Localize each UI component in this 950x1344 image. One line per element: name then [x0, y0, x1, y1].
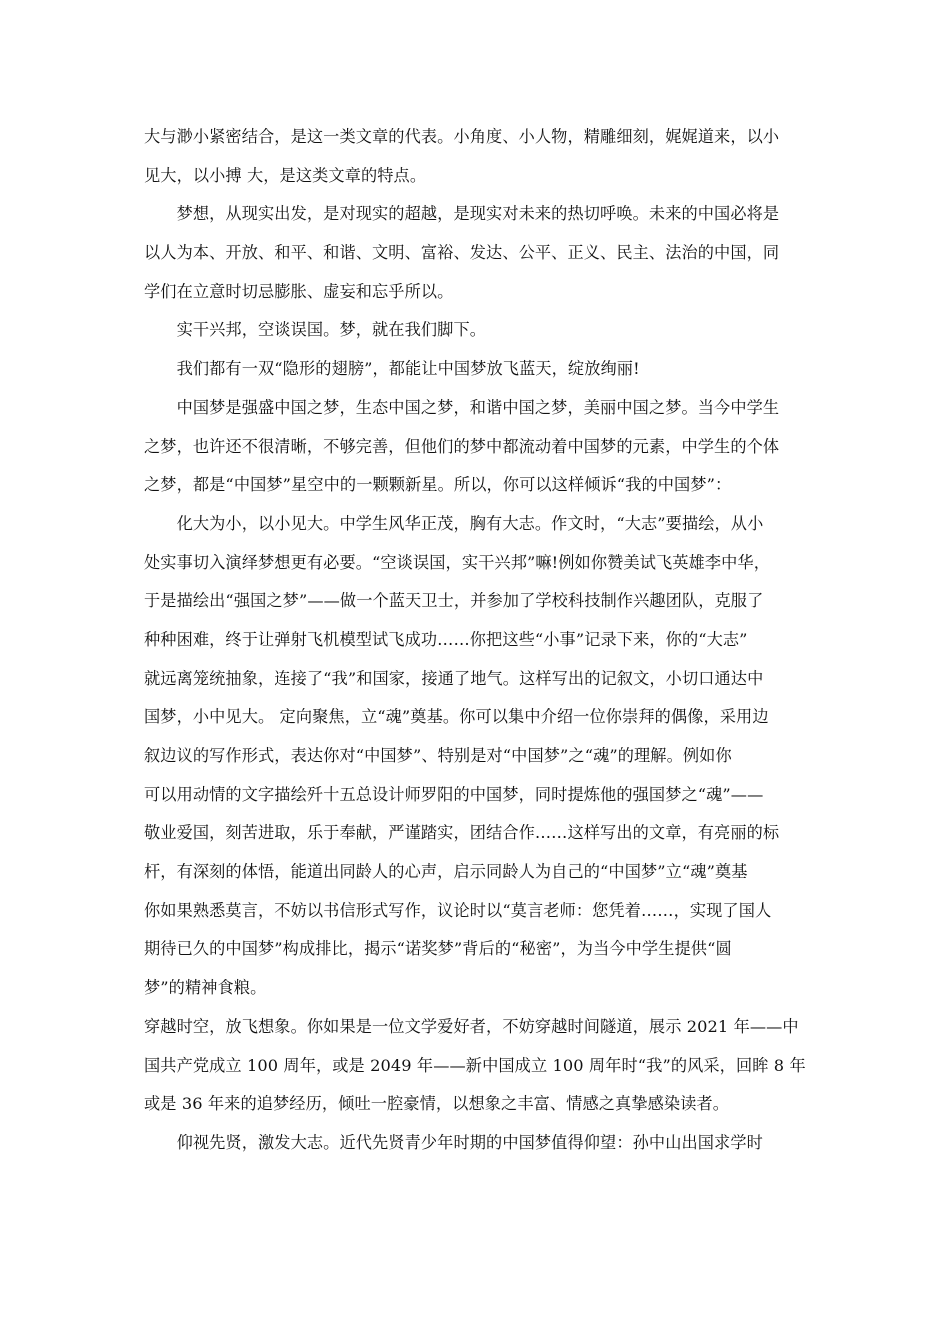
text-line: 之梦，都是“中国梦”星空中的一颗颗新星。所以，你可以这样倾诉“我的中国梦”： — [144, 475, 732, 495]
text-line: 之梦，也许还不很清晰，不够完善，但他们的梦中都流动着中国梦的元素，中学生的个体 — [144, 436, 780, 456]
text-line: 我们都有一双“隐形的翅膀”，都能让中国梦放飞蓝天，绽放绚丽! — [144, 359, 640, 379]
text-line: 处实事切入演绎梦想更有必要。“空谈误国，实干兴邦”嘛!例如你赞美试飞英雄李中华， — [144, 552, 770, 572]
text-line: 种种困难，终于让弹射飞机模型试飞成功……你把这些“小事”记录下来，你的“大志” — [144, 629, 748, 649]
text-line: 敬业爱国，刻苦进取，乐于奉献，严谨踏实，团结合作……这样写出的文章，有亮丽的标 — [144, 823, 780, 843]
text-line: 梦”的精神食粮。 — [144, 978, 267, 998]
text-line: 叙边议的写作形式，表达你对“中国梦”、特别是对“中国梦”之“魂”的理解。例如你 — [144, 746, 732, 765]
text-line: 仰视先贤，激发大志。近代先贤青少年时期的中国梦值得仰望：孙中山出国求学时 — [144, 1132, 763, 1152]
text-line: 中国梦是强盛中国之梦，生态中国之梦，和谐中国之梦，美丽中国之梦。当今中学生 — [144, 397, 780, 417]
paragraph — [144, 118, 808, 195]
text-line: 国共产党成立 100 周年，或是 2049 年——新中国成立 100 周年时“我”的风采，回眸 8 年 — [144, 1055, 806, 1075]
document-body — [144, 118, 808, 1163]
paragraph — [144, 350, 808, 389]
text-line: 以人为本、开放、和平、和谐、文明、富裕、发达、公平、正义、民主、法治的中国，同 — [144, 243, 780, 263]
text-line: 大与渺小紧密结合，是这一类文章的代表。小角度、小人物，精雕细刻，娓娓道来，以小 — [144, 127, 780, 146]
paragraph — [144, 389, 808, 505]
text-line: 化大为小，以小见大。中学生风华正茂，胸有大志。作文时，“大志”要描绘，从小 — [144, 513, 764, 533]
text-line: 穿越时空，放飞想象。你如果是一位文学爱好者，不妨穿越时间隧道，展示 2021 年——中 — [144, 1016, 799, 1036]
paragraph — [144, 311, 808, 350]
text-line: 见大，以小搏 大，是这类文章的特点。 — [144, 165, 427, 185]
paragraph — [144, 505, 808, 1008]
text-line: 可以用动情的文字描绘歼十五总设计师罗阳的中国梦，同时提炼他的强国梦之“魂”—— — [144, 784, 764, 804]
text-line: 实干兴邦，空谈误国。梦，就在我们脚下。 — [144, 320, 487, 340]
paragraph — [144, 1008, 808, 1124]
text-line: 国梦，小中见大。 定向聚焦，立“魂”奠基。你可以集中介绍一位你崇拜的偶像，采用边 — [144, 707, 769, 727]
text-line: 你如果熟悉莫言，不妨以书信形式写作，议论时以“莫言老师：您凭着……，实现了国人 — [144, 900, 772, 920]
text-line: 就远离笼统抽象，连接了“我”和国家，接通了地气。这样写出的记叙文，小切口通达中 — [144, 668, 764, 688]
text-line: 梦想，从现实出发，是对现实的超越，是现实对未来的热切呼唤。未来的中国必将是 — [144, 204, 780, 224]
text-line: 杆，有深刻的体悟，能道出同龄人的心声，启示同龄人为自己的“中国梦”立“魂”奠基 — [144, 862, 748, 882]
text-line: 期待已久的中国梦”构成排比，揭示“诺奖梦”背后的“秘密”，为当今中学生提供“圆 — [144, 939, 732, 959]
paragraph — [144, 1124, 808, 1163]
text-line: 学们在立意时切忌膨胀、虚妄和忘乎所以。 — [144, 281, 454, 301]
paragraph — [144, 195, 808, 311]
text-line: 于是描绘出“强国之梦”——做一个蓝天卫士，并参加了学校科技制作兴趣团队，克服了 — [144, 591, 764, 611]
text-line: 或是 36 年来的追梦经历，倾吐一腔豪情，以想象之丰富、情感之真挚感染读者。 — [144, 1094, 730, 1114]
